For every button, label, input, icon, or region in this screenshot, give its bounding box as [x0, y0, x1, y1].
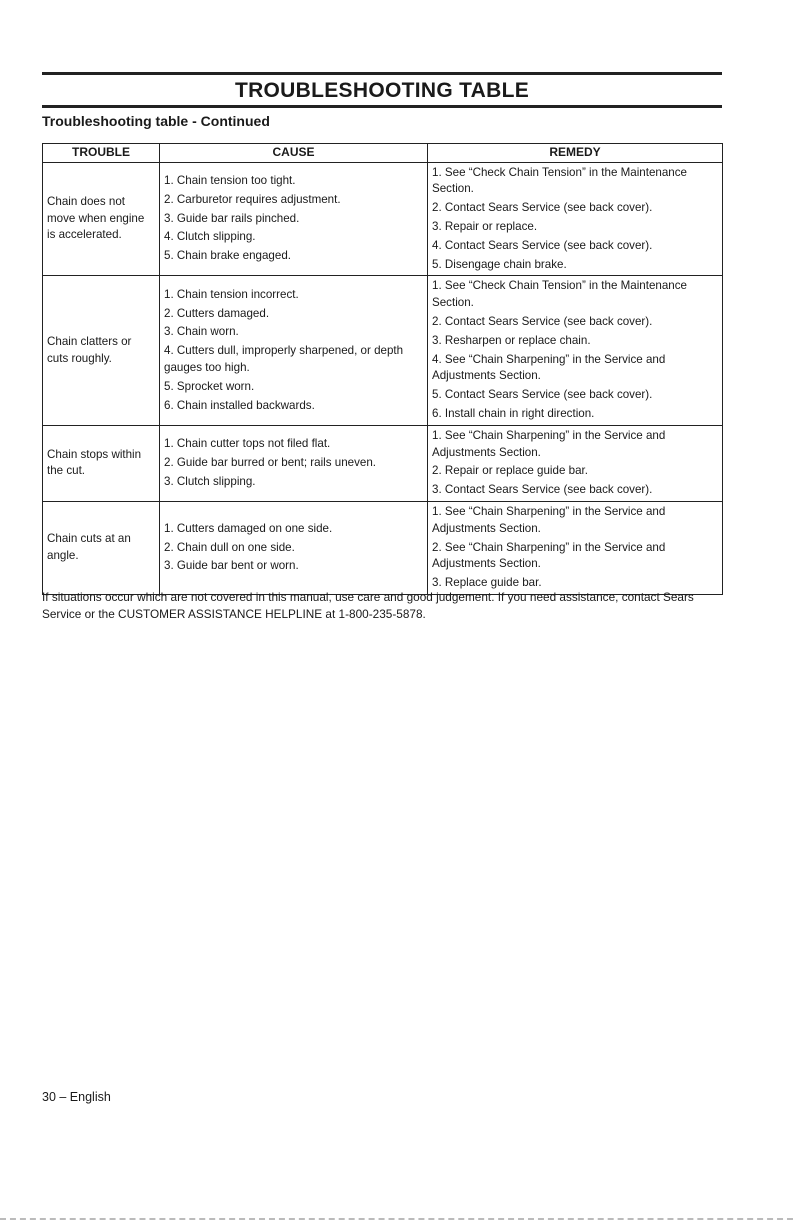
remedy-item: 2. Contact Sears Service (see back cover).: [432, 314, 653, 328]
remedy-item: 3. Repair or replace.: [432, 219, 538, 233]
cause-item: 3. Chain worn.: [164, 325, 239, 339]
remedy-item: 5. Disengage chain brake.: [432, 257, 567, 271]
page-bottom-rule: [0, 1218, 793, 1220]
cause-item: 3. Guide bar bent or worn.: [164, 559, 299, 573]
remedy-item: 2. Repair or replace guide bar.: [432, 464, 588, 478]
remedy-item: 1. See “Check Chain Tension” in the Maintenance Section.: [432, 279, 687, 310]
column-header-remedy: REMEDY: [428, 144, 723, 163]
remedy-item: 4. Contact Sears Service (see back cover).: [432, 238, 653, 252]
cause-item: 2. Guide bar burred or bent; rails uneven.: [164, 455, 377, 469]
remedy-item: 1. See “Chain Sharpening” in the Service and Adjustments Section.: [432, 504, 666, 535]
page-title: TROUBLESHOOTING TABLE: [234, 78, 530, 102]
table-row: [43, 501, 723, 594]
cause-item: 6. Chain installed backwards.: [164, 398, 315, 412]
remedy-item: 1. See “Check Chain Tension” in the Maintenance Section.: [432, 165, 687, 196]
remedy-list: [432, 504, 718, 592]
section-title: Troubleshooting table - Continued: [42, 113, 270, 129]
remedy-item: 3. Replace guide bar.: [432, 576, 542, 590]
table-row: [43, 162, 723, 276]
cause-item: 1. Cutters damaged on one side.: [164, 521, 333, 535]
remedy-list: [432, 165, 718, 274]
trouble-cell: Chain clatters or cuts roughly.: [43, 276, 160, 425]
table-header-row: [43, 144, 723, 163]
cause-item: 5. Chain brake engaged.: [164, 249, 291, 263]
trouble-cell: Chain does not move when engine is accelerated.: [43, 162, 160, 276]
cause-item: 2. Carburetor requires adjustment.: [164, 192, 341, 206]
cause-item: 3. Clutch slipping.: [164, 474, 256, 488]
remedy-item: 4. See “Chain Sharpening” in the Service and Adjustments Section.: [432, 352, 666, 383]
page-number: 30 – English: [42, 1090, 111, 1104]
cause-cell: [160, 162, 428, 276]
column-header-cause: CAUSE: [160, 144, 428, 163]
trouble-cell: Chain stops within the cut.: [43, 425, 160, 501]
trouble-cell: Chain cuts at an angle.: [43, 501, 160, 594]
remedy-item: 6. Install chain in right direction.: [432, 406, 595, 420]
cause-item: 1. Chain tension incorrect.: [164, 287, 299, 301]
cause-list: [164, 287, 423, 415]
remedy-item: 2. See “Chain Sharpening” in the Service and Adjustments Section.: [432, 540, 666, 571]
remedy-list: [432, 428, 718, 499]
cause-item: 4. Cutters dull, improperly sharpened, or depth gauges too high.: [164, 344, 404, 374]
page-header: [42, 72, 722, 108]
cause-cell: [160, 276, 428, 425]
cause-cell: [160, 425, 428, 501]
remedy-cell: [428, 276, 723, 425]
table-row: [43, 276, 723, 425]
cause-cell: [160, 501, 428, 594]
column-header-trouble: TROUBLE: [43, 144, 160, 163]
remedy-item: 5. Contact Sears Service (see back cover).: [432, 388, 653, 402]
remedy-item: 1. See “Chain Sharpening” in the Service and Adjustments Section.: [432, 428, 666, 459]
cause-item: 3. Guide bar rails pinched.: [164, 211, 300, 225]
cause-item: 1. Chain cutter tops not filed flat.: [164, 437, 331, 451]
remedy-item: 2. Contact Sears Service (see back cover).: [432, 201, 653, 215]
cause-list: [164, 436, 423, 490]
remedy-item: 3. Resharpen or replace chain.: [432, 333, 591, 347]
cause-item: 2. Cutters damaged.: [164, 306, 270, 320]
troubleshooting-table: [42, 143, 723, 595]
cause-item: 5. Sprocket worn.: [164, 379, 255, 393]
remedy-list: [432, 278, 718, 422]
assistance-note: If situations occur which are not covered in this manual, use care and good judgement. If you need assistance, contact Sears Service or the CUSTOMER ASSISTANCE HELPLINE at 1-800-235-5878.: [42, 590, 694, 621]
cause-item: 1. Chain tension too tight.: [164, 173, 296, 187]
cause-list: [164, 173, 423, 265]
cause-item: 2. Chain dull on one side.: [164, 540, 295, 554]
cause-item: 4. Clutch slipping.: [164, 230, 256, 244]
cause-list: [164, 521, 423, 575]
remedy-cell: [428, 501, 723, 594]
remedy-item: 3. Contact Sears Service (see back cover).: [432, 483, 653, 497]
remedy-cell: [428, 162, 723, 276]
remedy-cell: [428, 425, 723, 501]
table-row: [43, 425, 723, 501]
